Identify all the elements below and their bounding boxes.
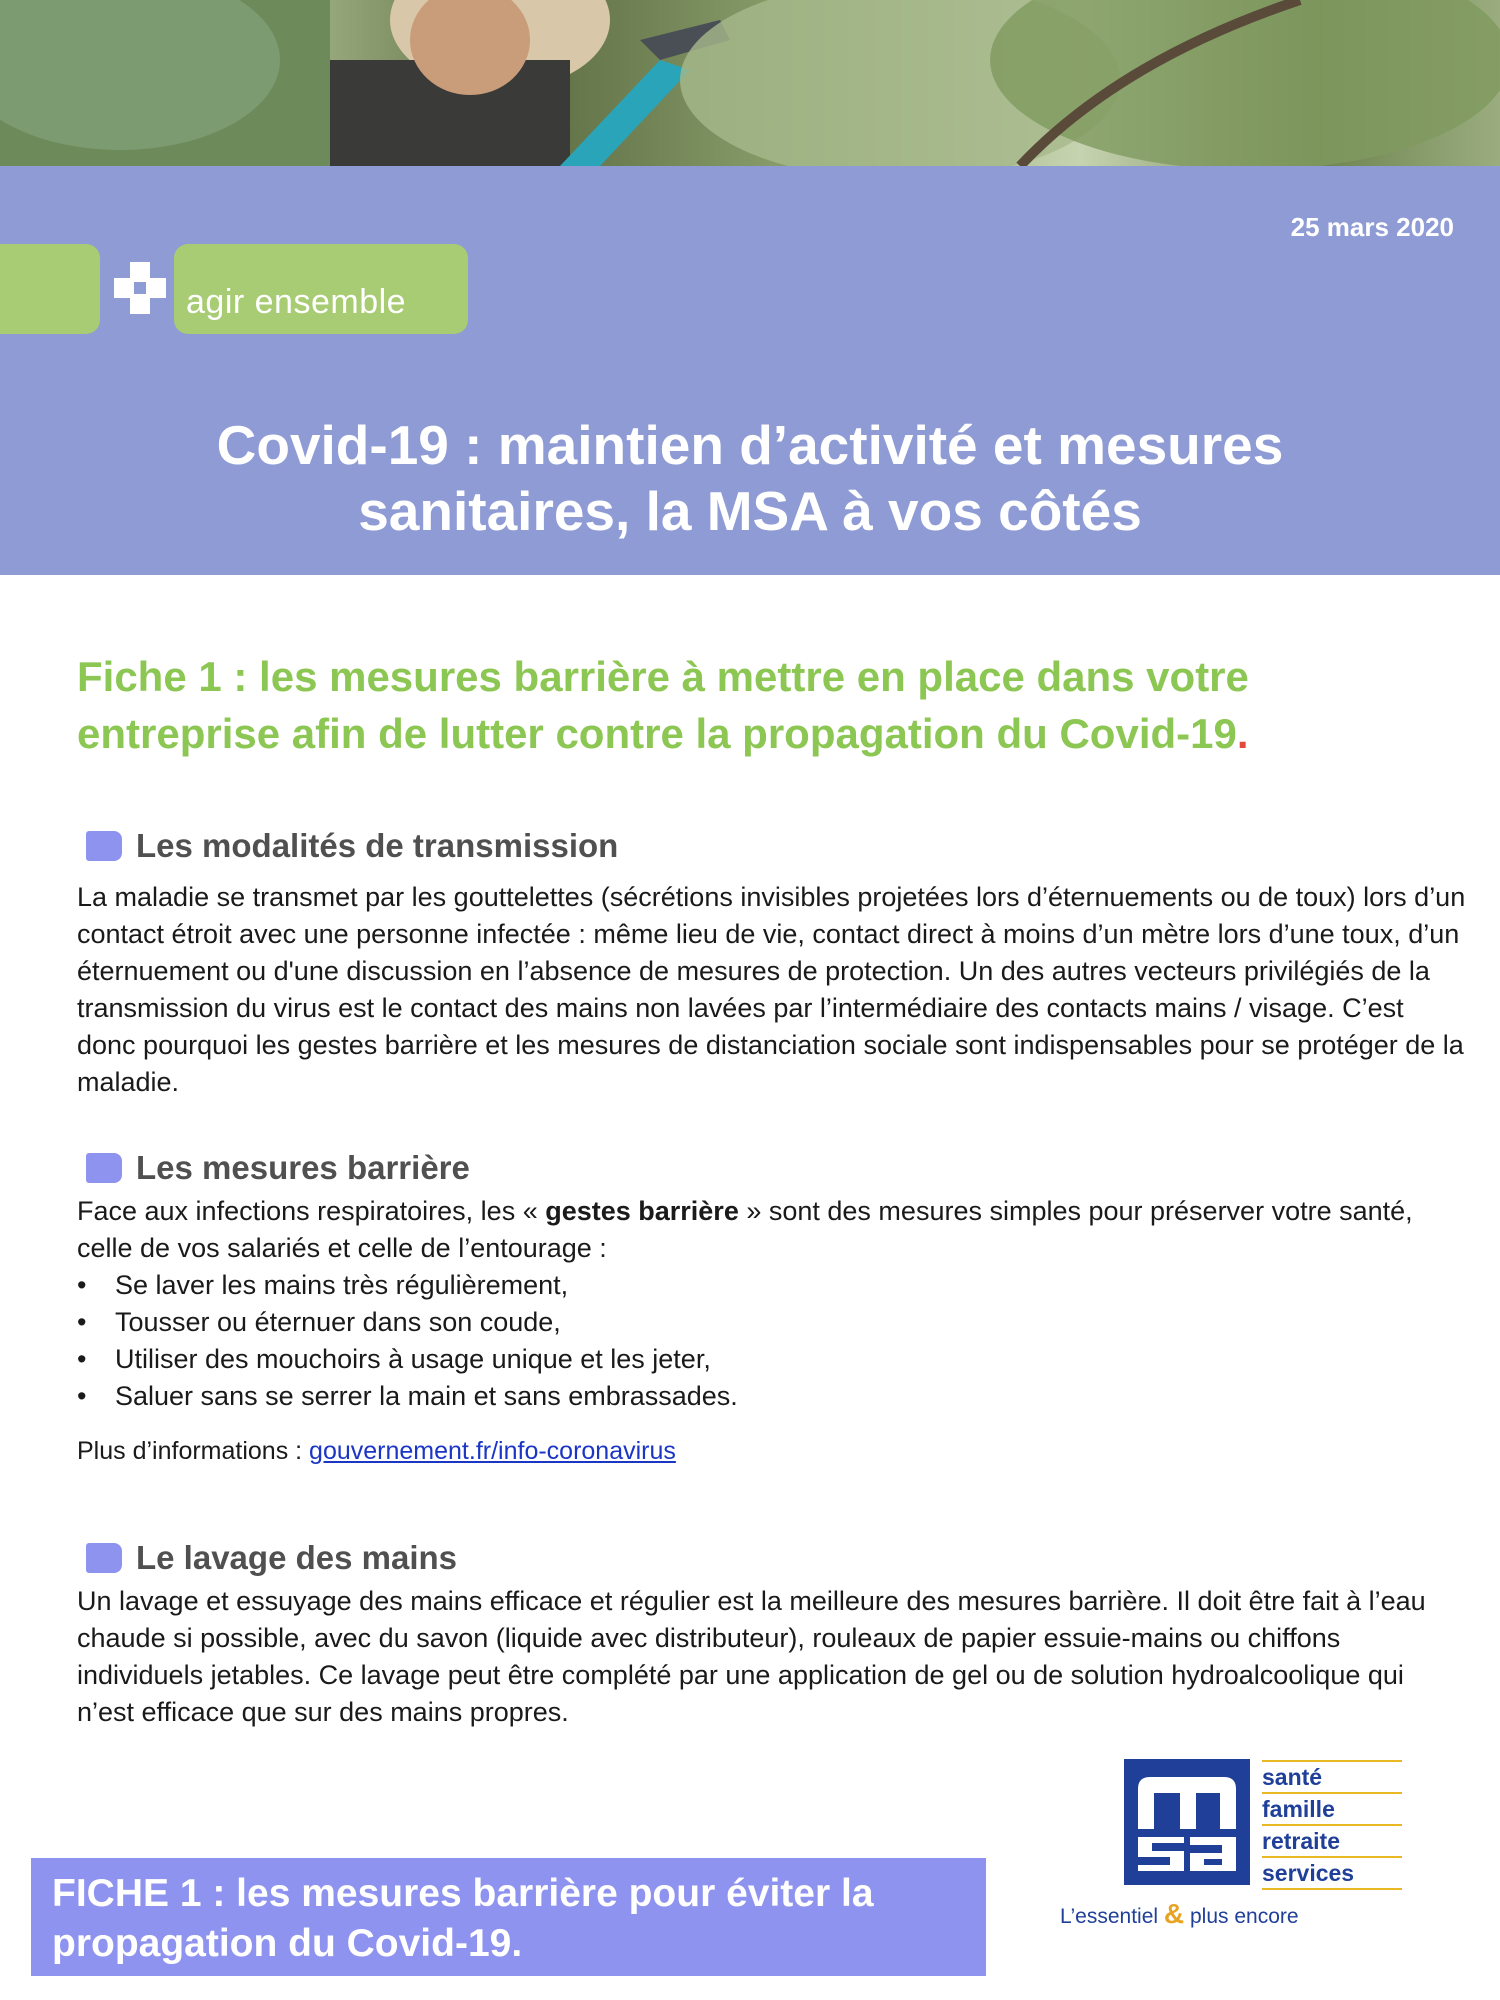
fiche-title <box>77 648 1457 762</box>
publication-date: 25 mars 2020 <box>1290 212 1454 242</box>
fiche-title-dot: . <box>1236 710 1249 757</box>
msa-words <box>1262 1760 1402 1890</box>
page-title <box>0 412 1500 544</box>
footer-title-line1: FICHE 1 : les mesures barrière pour éviter la <box>52 1872 874 1915</box>
section-heading-label: Les modalités de transmission <box>136 827 619 864</box>
fiche-title-line1: Fiche 1 : les mesures barrière à mettre en place dans votre <box>77 653 1249 700</box>
section-heading-lavage <box>86 1540 457 1576</box>
section-square-icon <box>86 1153 122 1183</box>
list-item: • Saluer sans se serrer la main et sans embrassades. <box>77 1378 1457 1415</box>
list-item: • Utiliser des mouchoirs à usage unique et les jeter, <box>77 1341 1457 1378</box>
section-square-icon <box>86 1543 122 1573</box>
msa-word: famille <box>1262 1792 1402 1824</box>
fiche-title-line2-text: entreprise afin de lutter contre la propagation du Covid-19 <box>77 710 1237 757</box>
logo-text: agir ensemble <box>186 283 407 321</box>
msa-word: retraite <box>1262 1824 1402 1856</box>
page-title-line2: sanitaires, la MSA à vos côtés <box>358 480 1142 542</box>
section-heading-barriere <box>86 1150 470 1186</box>
footer-title-line2: propagation du Covid-19. <box>52 1922 523 1965</box>
barriere-list <box>77 1267 1457 1415</box>
lavage-paragraph: Un lavage et essuyage des mains efficace et régulier est la meilleure des mesures barrière. Il doit être fait à l’eau chaude si possible, avec du savon (liquide avec distributeur), rouleaux de papier essuie-mains ou chiffons individuels jetables. Ce lavage peut être complété par une application de gel ou de solution hydroalcoolique qui n’est efficace que sur des mains propres. <box>77 1586 1426 1727</box>
fiche-title-line2 <box>77 705 1457 762</box>
info-coronavirus-link[interactable]: gouvernement.fr/info-coronavirus <box>309 1437 676 1465</box>
msa-word: santé <box>1262 1760 1402 1792</box>
tagline-ampersand: & <box>1163 1898 1185 1929</box>
tagline-before: L’essentiel <box>1060 1905 1164 1928</box>
page-title-line1: Covid-19 : maintien d’activité et mesures <box>216 414 1284 476</box>
msa-word: services <box>1262 1856 1402 1890</box>
barriere-intro-bold: gestes barrière <box>545 1196 739 1226</box>
section-heading-transmission <box>86 828 618 864</box>
more-info-label: Plus d’informations : <box>77 1437 310 1465</box>
tagline-after: plus encore <box>1184 1905 1299 1928</box>
logo-left-tab <box>0 244 100 334</box>
section-heading-label: Les mesures barrière <box>136 1149 470 1186</box>
msa-logo <box>1124 1759 1250 1885</box>
more-info <box>77 1437 676 1466</box>
transmission-paragraph: La maladie se transmet par les gouttelettes (sécrétions invisibles projetées lors d’éternuements ou de toux) lors d’un contact étroit avec une personne infectée : même lieu de vie, contact direct à moins d’un mètre lors d’une toux, d’un éternuement ou d'une discussion en l’absence de mesures de protection. Un des autres vecteurs privilégiés de la transmission du virus est le contact des mains non lavées par l’intermédiaire des contacts mains / visage. C’est donc pourquoi les gestes barrière et les mesures de distanciation sociale sont indispensables pour se protéger de la maladie. <box>77 882 1466 1097</box>
list-item: • Se laver les mains très régulièrement, <box>77 1267 1457 1304</box>
header-photo <box>0 0 1500 166</box>
barriere-intro-before: Face aux infections respiratoires, les « <box>77 1196 546 1226</box>
barriere-intro-after: » sont des mesures simples pour préserver votre santé, celle de vos salariés et celle de l’entourage : <box>77 1196 1413 1263</box>
barriere-intro <box>77 1193 1467 1267</box>
msa-logo-mark <box>1124 1759 1250 1885</box>
section-heading-label: Le lavage des mains <box>136 1539 457 1576</box>
section-square-icon <box>86 831 122 861</box>
cross-icon <box>112 260 168 316</box>
footer-title <box>52 1869 952 1969</box>
list-item: • Tousser ou éternuer dans son coude, <box>77 1304 1457 1341</box>
msa-tagline <box>1060 1898 1299 1930</box>
